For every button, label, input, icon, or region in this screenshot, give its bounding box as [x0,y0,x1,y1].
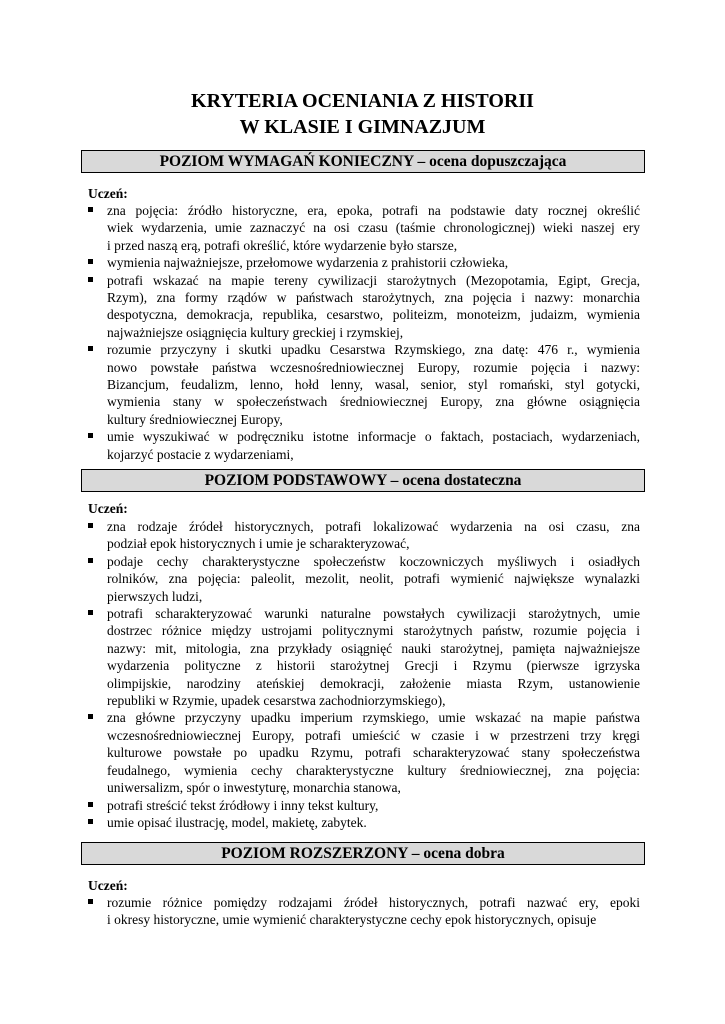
criteria-line: wiek wydarzenia, umie zaznaczyć na osi czasu (taśmie chronologicznej) wieki naszej ery [107,220,640,236]
criteria-list [88,894,640,929]
bullet-icon [88,819,93,824]
bullet-icon [88,899,93,904]
title-line-1: KRYTERIA OCENIANIA Z HISTORII [191,90,534,112]
criteria-line: potrafi streścić tekst źródłowy i inny tekst kultury, [107,797,379,813]
criteria-line: wczesnośredniowiecznej Europy, potrafi umieścić w czasie i w przestrzeni trzy kręgi [107,727,640,743]
criteria-line: nazwy: mit, mitologia, zna przykłady osiągnięć nauki starożytnej, pamięta najważniejsze [107,640,640,656]
criteria-list [88,202,640,463]
criteria-item [88,709,640,796]
criteria-line: wymienia najważniejsze, przełomowe wydarzenia z prahistorii człowieka, [107,255,509,271]
section-header-rozszerzony: POZIOM ROZSZERZONY – ocena dobra [81,842,645,865]
criteria-item [88,202,640,254]
criteria-line: olimpijskie, narodziny ateńskiej demokracji, założenie miasta Rzym, ustanowienie [107,675,640,691]
criteria-item [88,518,640,553]
student-label: Uczeń: [88,878,128,893]
bullet-icon [88,523,93,528]
criteria-line: umie wyszukiwać w podręczniku istotne informacje o faktach, postaciach, wydarzeniach, [107,429,640,445]
criteria-item [88,254,640,271]
criteria-line: podaje cechy charakterystyczne społeczeństw koczowniczych myśliwych i osiadłych [107,553,640,569]
criteria-line: zna rodzaje źródeł historycznych, potrafi lokalizować wydarzenia na osi czasu, zna [107,519,640,534]
criteria-item [88,814,640,831]
criteria-line: wymienia stany w społeczeństwach średniowiecznej Europy, zna główne osiągnięcia [107,394,640,410]
criteria-line: nowo powstałe państwa wczesnośredniowiecznej Europy, rozumie pojęcia i nazwy: [107,359,640,375]
criteria-line: Bizancjum, feudalizm, lenno, hołd lenny, wasal, senior, styl romański, styl gotycki, [107,377,640,393]
criteria-list [88,518,640,831]
bullet-icon [88,433,93,438]
criteria-line: najważniejsze osiągnięcia kultury greckiej i rzymskiej, [107,324,404,340]
criteria-item [88,272,640,342]
criteria-line: potrafi wskazać na mapie tereny cywilizacji starożytnych (Mezopotamia, Egipt, Grecja, [107,272,640,288]
criteria-line: rozumie różnice pomiędzy rodzajami źródeł historycznych, potrafi nazwać ery, epoki [107,895,640,910]
bullet-icon [88,259,93,264]
section-header-podstawowy: POZIOM PODSTAWOWY – ocena dostateczna [81,469,645,492]
bullet-icon [88,714,93,719]
criteria-item [88,341,640,428]
bullet-icon [88,207,93,212]
document-title [0,88,725,140]
criteria-line: i okresy historyczne, umie wymienić charakterystyczne cechy epok historycznych, opisuje [107,912,597,928]
criteria-line: uniwersalizm, spór o inwestyturę, monarchia stanowa, [107,780,401,796]
title-line-2: W KLASIE I GIMNAZJUM [239,116,486,138]
criteria-line: i przed naszą erą, potrafi określić, które wydarzenie było starsze, [107,237,458,253]
criteria-line: despotyczna, demokracja, republika, cesarstwo, politeizm, monoteizm, judaizm, wymienia [107,307,640,323]
criteria-item [88,553,640,605]
criteria-line: wydarzenia polityczne z historii starożytnej Grecji i Rzymu (pierwsze igrzyska [107,658,640,674]
criteria-line: kojarzyć postacie z wydarzeniami, [107,446,294,462]
bullet-icon [88,802,93,807]
student-label: Uczeń: [88,501,128,516]
criteria-item [88,797,640,814]
criteria-line: zna pojęcia: źródło historyczne, era, epoka, potrafi na podstawie daty rocznej określić [107,203,640,218]
criteria-line: Rzym), zna formy rządów w państwach starożytnych, zna pojęcia i nazwy: monarchia [107,290,640,306]
criteria-line: zna główne przyczyny upadku imperium rzymskiego, umie wskazać na mapie państwa [107,710,640,726]
criteria-line: dostrzec różnice między ustrojami politycznymi starożytnych państw, rozumie pojęcia i [107,623,640,639]
criteria-line: feudalnego, wymienia cechy charakterystyczne kultury średniowiecznej, zna pojęcia: [107,762,640,778]
bullet-icon [88,277,93,282]
student-label: Uczeń: [88,186,128,201]
criteria-line: kulturowe powstałe po upadku Rzymu, potrafi scharakteryzować stany społeczeństwa [107,745,640,761]
criteria-line: kultury średniowiecznej Europy, [107,411,283,427]
criteria-line: rolników, zna pojęcia: paleolit, mezolit, neolit, potrafi wymienić największe wynalazki [107,571,640,587]
criteria-line: pierwszych ludzi, [107,588,203,604]
criteria-item [88,605,640,709]
section-header-konieczny: POZIOM WYMAGAŃ KONIECZNY – ocena dopuszczająca [81,150,645,173]
bullet-icon [88,610,93,615]
criteria-line: podział epok historycznych i umie je scharakteryzować, [107,536,410,552]
criteria-line: republiki w Rzymie, upadek cesarstwa zachodniorzymskiego), [107,693,446,709]
bullet-icon [88,346,93,351]
bullet-icon [88,558,93,563]
criteria-item [88,428,640,463]
criteria-item [88,894,640,929]
criteria-line: umie opisać ilustrację, model, makietę, zabytek. [107,814,367,830]
criteria-line: rozumie przyczyny i skutki upadku Cesarstwa Rzymskiego, zna datę: 476 r., wymienia [107,342,640,358]
criteria-line: potrafi scharakteryzować warunki naturalne powstałych cywilizacji starożytnych, umie [107,606,640,622]
